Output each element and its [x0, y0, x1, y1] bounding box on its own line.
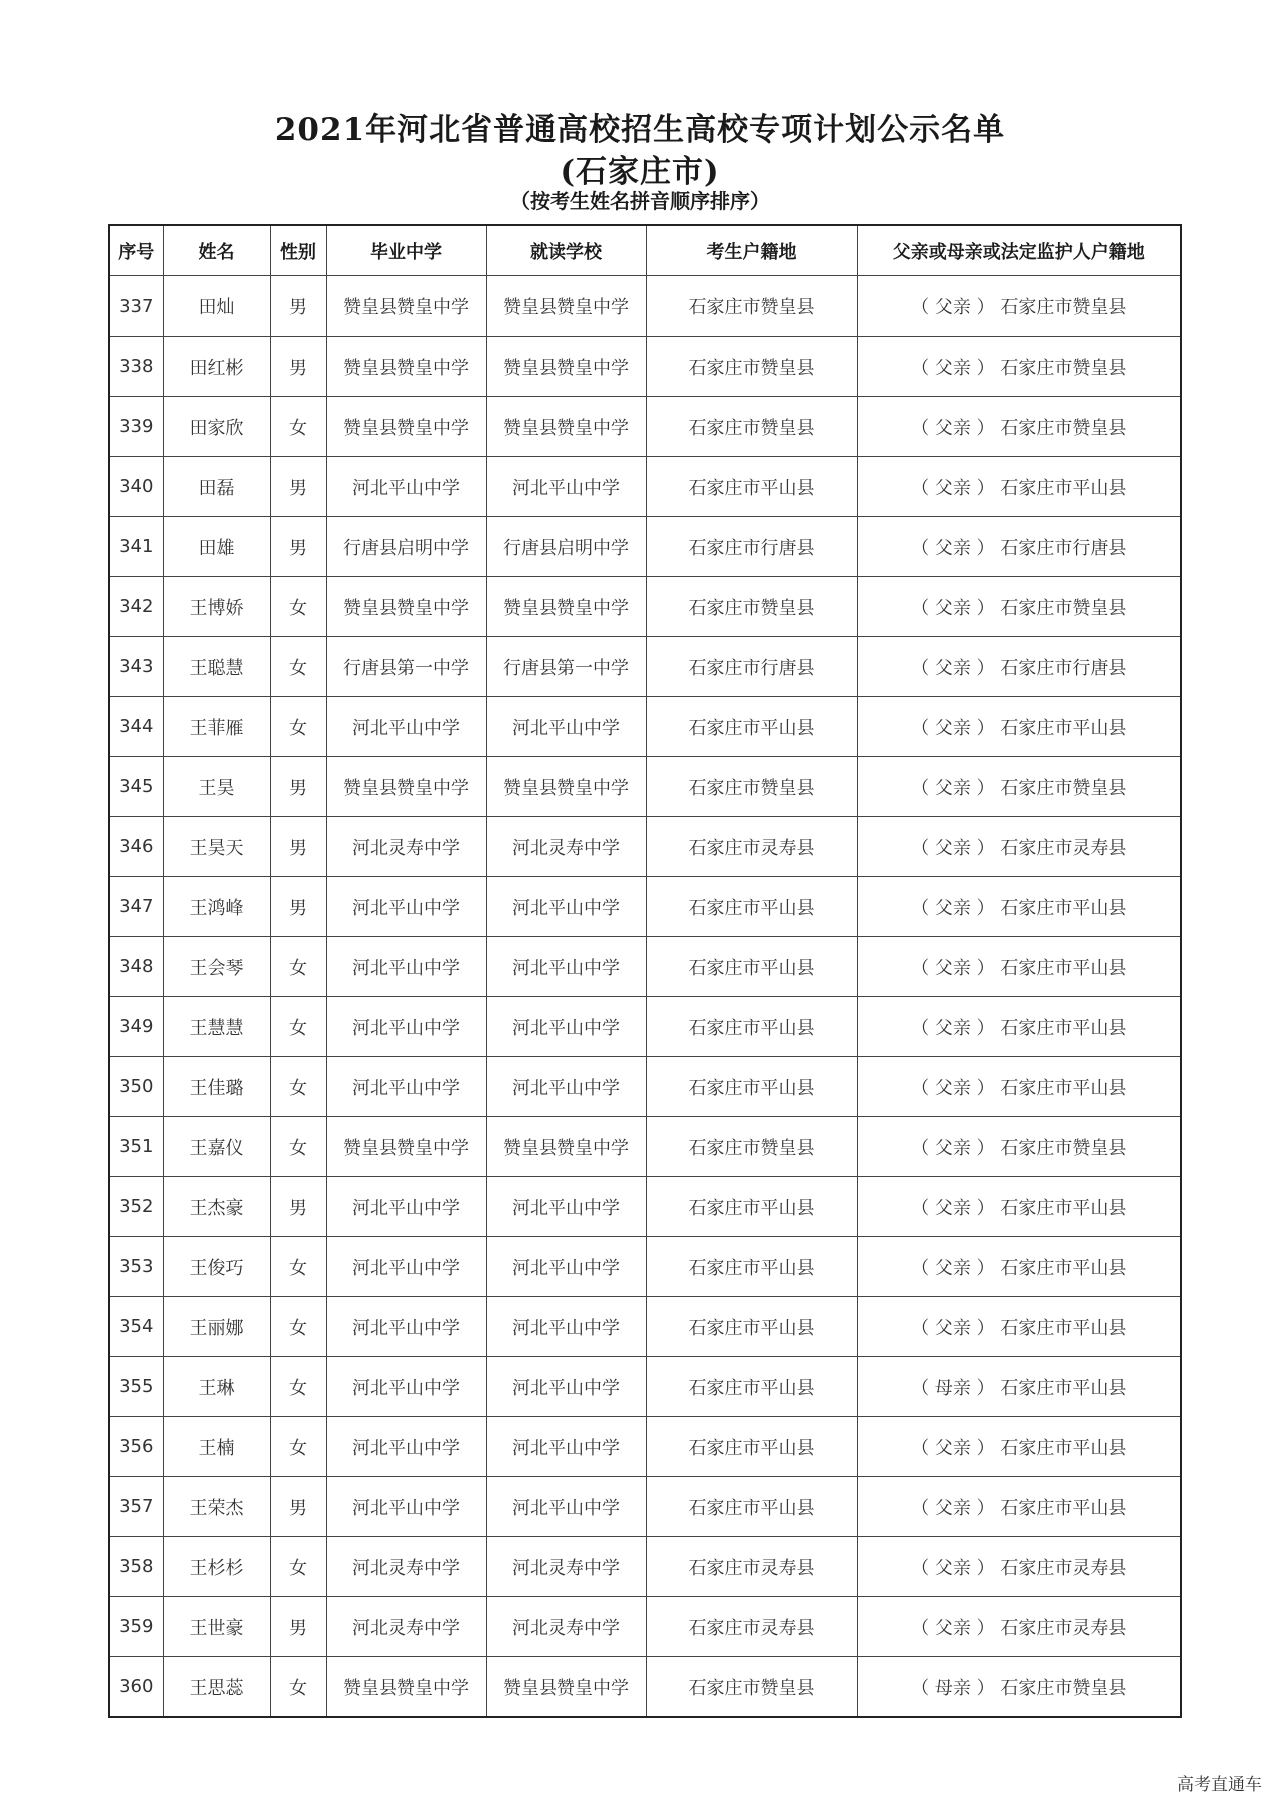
cell-gender: 男 [270, 457, 326, 517]
table-row [109, 1417, 1181, 1477]
cell-index: 347 [109, 877, 163, 937]
table-row [109, 337, 1181, 397]
table-row [109, 1117, 1181, 1177]
cell-graduated-school: 河北灵寿中学 [326, 1537, 486, 1597]
table-row [109, 517, 1181, 577]
cell-current-school: 河北平山中学 [486, 937, 646, 997]
column-header-guardian-registration: 父亲或母亲或法定监护人户籍地 [857, 225, 1181, 276]
cell-graduated-school: 赞皇县赞皇中学 [326, 276, 486, 337]
candidate-table [108, 224, 1182, 1718]
cell-gender: 男 [270, 1177, 326, 1237]
cell-graduated-school: 河北平山中学 [326, 1357, 486, 1417]
table-row [109, 1357, 1181, 1417]
cell-guardian-registration: （ 父亲 ） 石家庄市行唐县 [857, 517, 1181, 577]
cell-guardian-registration: （ 父亲 ） 石家庄市灵寿县 [857, 817, 1181, 877]
cell-graduated-school: 赞皇县赞皇中学 [326, 337, 486, 397]
cell-index: 337 [109, 276, 163, 337]
cell-graduated-school: 河北平山中学 [326, 1417, 486, 1477]
cell-graduated-school: 河北灵寿中学 [326, 817, 486, 877]
cell-gender: 女 [270, 1117, 326, 1177]
cell-household-registration: 石家庄市平山县 [646, 1357, 857, 1417]
cell-graduated-school: 河北平山中学 [326, 1297, 486, 1357]
table-row [109, 1657, 1181, 1718]
table-row [109, 697, 1181, 757]
cell-index: 351 [109, 1117, 163, 1177]
cell-name: 王佳璐 [163, 1057, 270, 1117]
cell-name: 王昊天 [163, 817, 270, 877]
cell-household-registration: 石家庄市赞皇县 [646, 1117, 857, 1177]
cell-name: 王楠 [163, 1417, 270, 1477]
cell-current-school: 河北平山中学 [486, 697, 646, 757]
cell-graduated-school: 行唐县第一中学 [326, 637, 486, 697]
table-row [109, 1477, 1181, 1537]
table-row [109, 1057, 1181, 1117]
cell-guardian-registration: （ 父亲 ） 石家庄市平山县 [857, 457, 1181, 517]
table-row [109, 457, 1181, 517]
table-row [109, 1237, 1181, 1297]
cell-guardian-registration: （ 父亲 ） 石家庄市平山县 [857, 997, 1181, 1057]
cell-household-registration: 石家庄市赞皇县 [646, 337, 857, 397]
cell-current-school: 赞皇县赞皇中学 [486, 1657, 646, 1718]
cell-index: 353 [109, 1237, 163, 1297]
cell-name: 田磊 [163, 457, 270, 517]
cell-household-registration: 石家庄市平山县 [646, 1237, 857, 1297]
cell-index: 355 [109, 1357, 163, 1417]
document-title: 2021年河北省普通高校招生高校专项计划公示名单 [274, 112, 1006, 148]
cell-current-school: 河北灵寿中学 [486, 817, 646, 877]
cell-guardian-registration: （ 父亲 ） 石家庄市平山县 [857, 697, 1181, 757]
cell-index: 341 [109, 517, 163, 577]
cell-household-registration: 石家庄市平山县 [646, 697, 857, 757]
cell-current-school: 河北平山中学 [486, 1357, 646, 1417]
cell-gender: 女 [270, 1297, 326, 1357]
cell-current-school: 赞皇县赞皇中学 [486, 337, 646, 397]
cell-gender: 男 [270, 877, 326, 937]
cell-current-school: 河北平山中学 [486, 457, 646, 517]
cell-guardian-registration: （ 父亲 ） 石家庄市平山县 [857, 937, 1181, 997]
cell-gender: 女 [270, 697, 326, 757]
cell-current-school: 河北平山中学 [486, 1477, 646, 1537]
cell-graduated-school: 赞皇县赞皇中学 [326, 397, 486, 457]
cell-household-registration: 石家庄市灵寿县 [646, 817, 857, 877]
table-row [109, 1597, 1181, 1657]
table-row [109, 937, 1181, 997]
cell-current-school: 河北平山中学 [486, 1297, 646, 1357]
cell-guardian-registration: （ 父亲 ） 石家庄市平山县 [857, 1417, 1181, 1477]
cell-guardian-registration: （ 父亲 ） 石家庄市平山县 [857, 1177, 1181, 1237]
cell-current-school: 河北平山中学 [486, 1237, 646, 1297]
cell-current-school: 赞皇县赞皇中学 [486, 276, 646, 337]
cell-graduated-school: 行唐县启明中学 [326, 517, 486, 577]
cell-guardian-registration: （ 父亲 ） 石家庄市行唐县 [857, 637, 1181, 697]
cell-name: 田红彬 [163, 337, 270, 397]
cell-gender: 女 [270, 997, 326, 1057]
cell-gender: 女 [270, 937, 326, 997]
cell-guardian-registration: （ 母亲 ） 石家庄市赞皇县 [857, 1657, 1181, 1718]
cell-household-registration: 石家庄市赞皇县 [646, 276, 857, 337]
cell-name: 王慧慧 [163, 997, 270, 1057]
table-row [109, 1297, 1181, 1357]
cell-name: 王嘉仪 [163, 1117, 270, 1177]
cell-index: 338 [109, 337, 163, 397]
column-header-index: 序号 [109, 225, 163, 276]
cell-guardian-registration: （ 父亲 ） 石家庄市平山县 [857, 1057, 1181, 1117]
cell-gender: 女 [270, 397, 326, 457]
cell-guardian-registration: （ 父亲 ） 石家庄市平山县 [857, 1297, 1181, 1357]
cell-current-school: 河北平山中学 [486, 1417, 646, 1477]
cell-name: 王聪慧 [163, 637, 270, 697]
table-row [109, 1537, 1181, 1597]
cell-household-registration: 石家庄市行唐县 [646, 637, 857, 697]
cell-name: 王昊 [163, 757, 270, 817]
cell-household-registration: 石家庄市行唐县 [646, 517, 857, 577]
cell-gender: 男 [270, 817, 326, 877]
cell-graduated-school: 赞皇县赞皇中学 [326, 757, 486, 817]
cell-gender: 女 [270, 637, 326, 697]
cell-graduated-school: 河北平山中学 [326, 877, 486, 937]
cell-household-registration: 石家庄市赞皇县 [646, 1657, 857, 1718]
table-row [109, 817, 1181, 877]
cell-guardian-registration: （ 父亲 ） 石家庄市平山县 [857, 877, 1181, 937]
cell-graduated-school: 河北灵寿中学 [326, 1597, 486, 1657]
cell-gender: 女 [270, 1237, 326, 1297]
cell-graduated-school: 河北平山中学 [326, 457, 486, 517]
cell-index: 345 [109, 757, 163, 817]
cell-current-school: 赞皇县赞皇中学 [486, 397, 646, 457]
cell-household-registration: 石家庄市平山县 [646, 457, 857, 517]
cell-household-registration: 石家庄市平山县 [646, 997, 857, 1057]
table-row [109, 1177, 1181, 1237]
cell-graduated-school: 赞皇县赞皇中学 [326, 577, 486, 637]
cell-graduated-school: 河北平山中学 [326, 1477, 486, 1537]
cell-name: 王杉杉 [163, 1537, 270, 1597]
column-header-current-school: 就读学校 [486, 225, 646, 276]
cell-household-registration: 石家庄市赞皇县 [646, 577, 857, 637]
cell-index: 360 [109, 1657, 163, 1718]
cell-guardian-registration: （ 父亲 ） 石家庄市平山县 [857, 1237, 1181, 1297]
cell-index: 354 [109, 1297, 163, 1357]
cell-name: 王菲雁 [163, 697, 270, 757]
cell-gender: 男 [270, 1477, 326, 1537]
cell-current-school: 赞皇县赞皇中学 [486, 1117, 646, 1177]
cell-current-school: 行唐县启明中学 [486, 517, 646, 577]
cell-index: 342 [109, 577, 163, 637]
cell-name: 王俊巧 [163, 1237, 270, 1297]
cell-graduated-school: 赞皇县赞皇中学 [326, 1117, 486, 1177]
cell-index: 349 [109, 997, 163, 1057]
cell-index: 346 [109, 817, 163, 877]
cell-current-school: 河北灵寿中学 [486, 1537, 646, 1597]
cell-household-registration: 石家庄市平山县 [646, 877, 857, 937]
cell-household-registration: 石家庄市平山县 [646, 1417, 857, 1477]
cell-gender: 女 [270, 1657, 326, 1718]
cell-household-registration: 石家庄市平山县 [646, 1297, 857, 1357]
table-row [109, 877, 1181, 937]
cell-graduated-school: 河北平山中学 [326, 697, 486, 757]
cell-current-school: 赞皇县赞皇中学 [486, 577, 646, 637]
cell-gender: 女 [270, 1417, 326, 1477]
cell-graduated-school: 河北平山中学 [326, 997, 486, 1057]
cell-household-registration: 石家庄市平山县 [646, 1057, 857, 1117]
cell-index: 348 [109, 937, 163, 997]
cell-gender: 女 [270, 1057, 326, 1117]
cell-gender: 女 [270, 1357, 326, 1417]
cell-current-school: 河北平山中学 [486, 1057, 646, 1117]
cell-name: 田家欣 [163, 397, 270, 457]
table-header-row [109, 225, 1181, 276]
cell-name: 王杰豪 [163, 1177, 270, 1237]
cell-graduated-school: 河北平山中学 [326, 1237, 486, 1297]
cell-household-registration: 石家庄市赞皇县 [646, 397, 857, 457]
cell-name: 田雄 [163, 517, 270, 577]
cell-name: 王鸿峰 [163, 877, 270, 937]
cell-gender: 男 [270, 757, 326, 817]
cell-index: 344 [109, 697, 163, 757]
cell-name: 王会琴 [163, 937, 270, 997]
cell-guardian-registration: （ 父亲 ） 石家庄市赞皇县 [857, 577, 1181, 637]
column-header-name: 姓名 [163, 225, 270, 276]
cell-name: 王琳 [163, 1357, 270, 1417]
cell-index: 359 [109, 1597, 163, 1657]
cell-name: 王荣杰 [163, 1477, 270, 1537]
column-header-gender: 性别 [270, 225, 326, 276]
cell-graduated-school: 河北平山中学 [326, 1177, 486, 1237]
document-city-subtitle: (石家庄市) [560, 154, 720, 190]
cell-current-school: 河北平山中学 [486, 997, 646, 1057]
cell-index: 339 [109, 397, 163, 457]
cell-index: 352 [109, 1177, 163, 1237]
cell-guardian-registration: （ 父亲 ） 石家庄市赞皇县 [857, 757, 1181, 817]
cell-guardian-registration: （ 父亲 ） 石家庄市灵寿县 [857, 1537, 1181, 1597]
cell-household-registration: 石家庄市赞皇县 [646, 757, 857, 817]
cell-name: 田灿 [163, 276, 270, 337]
cell-current-school: 河北平山中学 [486, 877, 646, 937]
cell-gender: 男 [270, 517, 326, 577]
cell-current-school: 河北平山中学 [486, 1177, 646, 1237]
cell-graduated-school: 河北平山中学 [326, 937, 486, 997]
cell-current-school: 行唐县第一中学 [486, 637, 646, 697]
table-row [109, 397, 1181, 457]
table-row [109, 997, 1181, 1057]
cell-household-registration: 石家庄市平山县 [646, 1477, 857, 1537]
cell-gender: 男 [270, 1597, 326, 1657]
watermark-text: 高考直通车 [1177, 1775, 1262, 1795]
cell-index: 343 [109, 637, 163, 697]
cell-household-registration: 石家庄市平山县 [646, 1177, 857, 1237]
cell-name: 王博娇 [163, 577, 270, 637]
cell-household-registration: 石家庄市灵寿县 [646, 1537, 857, 1597]
cell-graduated-school: 河北平山中学 [326, 1057, 486, 1117]
cell-graduated-school: 赞皇县赞皇中学 [326, 1657, 486, 1718]
table-row [109, 276, 1181, 337]
cell-guardian-registration: （ 母亲 ） 石家庄市平山县 [857, 1357, 1181, 1417]
cell-name: 王丽娜 [163, 1297, 270, 1357]
column-header-household-registration: 考生户籍地 [646, 225, 857, 276]
cell-name: 王思蕊 [163, 1657, 270, 1718]
cell-gender: 男 [270, 276, 326, 337]
table-row [109, 577, 1181, 637]
cell-guardian-registration: （ 父亲 ） 石家庄市赞皇县 [857, 397, 1181, 457]
sort-note: （按考生姓名拼音顺序排序） [510, 189, 770, 213]
cell-index: 356 [109, 1417, 163, 1477]
cell-gender: 女 [270, 1537, 326, 1597]
cell-guardian-registration: （ 父亲 ） 石家庄市赞皇县 [857, 276, 1181, 337]
cell-household-registration: 石家庄市平山县 [646, 937, 857, 997]
cell-index: 358 [109, 1537, 163, 1597]
cell-gender: 男 [270, 337, 326, 397]
cell-guardian-registration: （ 父亲 ） 石家庄市灵寿县 [857, 1597, 1181, 1657]
table-row [109, 637, 1181, 697]
cell-current-school: 赞皇县赞皇中学 [486, 757, 646, 817]
cell-guardian-registration: （ 父亲 ） 石家庄市赞皇县 [857, 337, 1181, 397]
column-header-graduated-school: 毕业中学 [326, 225, 486, 276]
cell-guardian-registration: （ 父亲 ） 石家庄市赞皇县 [857, 1117, 1181, 1177]
cell-household-registration: 石家庄市灵寿县 [646, 1597, 857, 1657]
cell-index: 340 [109, 457, 163, 517]
table-row [109, 757, 1181, 817]
table-body [109, 276, 1181, 1718]
cell-index: 350 [109, 1057, 163, 1117]
cell-index: 357 [109, 1477, 163, 1537]
cell-name: 王世豪 [163, 1597, 270, 1657]
cell-gender: 女 [270, 577, 326, 637]
cell-current-school: 河北灵寿中学 [486, 1597, 646, 1657]
cell-guardian-registration: （ 父亲 ） 石家庄市平山县 [857, 1477, 1181, 1537]
